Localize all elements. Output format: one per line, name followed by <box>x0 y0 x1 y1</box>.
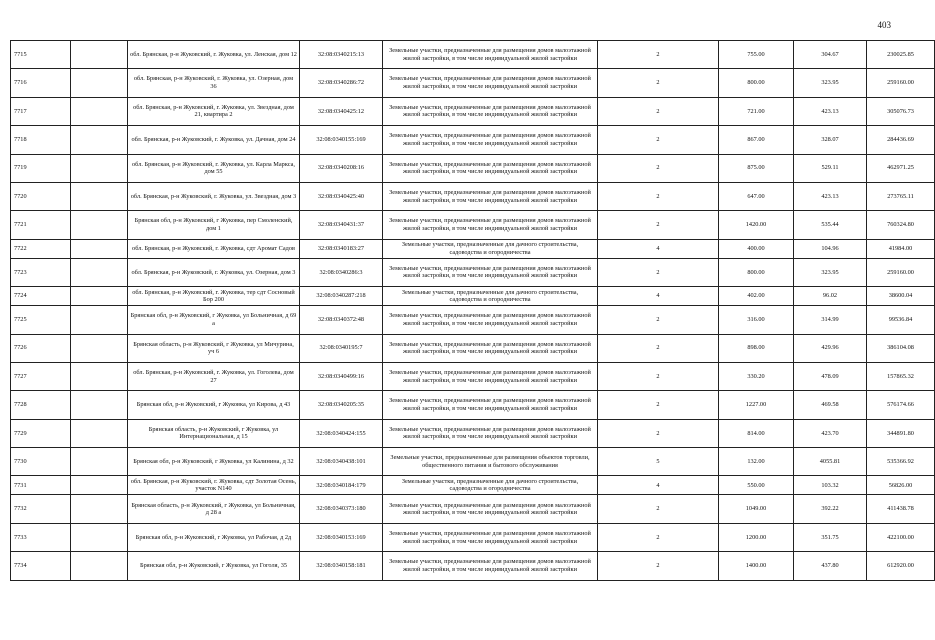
land-use-cell: Земельные участки, предназначенные для размещения домов малоэтажной жилой застройки, в том числе индивидуальной жилой застройки <box>383 334 598 362</box>
area-cell: 1420.00 <box>719 211 794 239</box>
empty-cell <box>71 182 128 210</box>
empty-cell <box>71 154 128 182</box>
empty-cell <box>71 211 128 239</box>
area-cell: 1227.00 <box>719 391 794 419</box>
table-row <box>11 448 935 476</box>
cadastral-number-cell: 32:08:0340372:48 <box>300 306 383 334</box>
specific-value-cell: 304.67 <box>794 41 867 69</box>
page-number: 403 <box>877 20 891 30</box>
use-group-cell: 2 <box>598 41 719 69</box>
cadastral-number-cell: 32:08:0340158:181 <box>300 552 383 580</box>
area-cell: 647.00 <box>719 182 794 210</box>
row-number-cell: 7720 <box>11 182 71 210</box>
empty-cell <box>71 495 128 523</box>
cadastral-value-cell: 462971.25 <box>867 154 935 182</box>
table-row <box>11 334 935 362</box>
use-group-cell: 2 <box>598 154 719 182</box>
empty-cell <box>71 334 128 362</box>
use-group-cell: 4 <box>598 239 719 258</box>
area-cell: 1049.00 <box>719 495 794 523</box>
address-cell: обл. Брянская, р-н Жуковский, г. Жуковка, ул. Карла Маркса, дом 55 <box>128 154 300 182</box>
land-use-cell: Земельные участки, предназначенные для размещения домов малоэтажной жилой застройки, в том числе индивидуальной жилой застройки <box>383 126 598 154</box>
address-cell: Брянская обл, р-н Жуковский, г Жуковка, пер Смоленский, дом 1 <box>128 211 300 239</box>
land-use-cell: Земельные участки, предназначенные для размещения объектов торговли, общественного питания и бытового обслуживания <box>383 448 598 476</box>
cadastral-number-cell: 32:08:0340208:16 <box>300 154 383 182</box>
use-group-cell: 2 <box>598 126 719 154</box>
land-use-cell: Земельные участки, предназначенные для дачного строительства, садоводства и огородничества <box>383 476 598 495</box>
empty-cell <box>71 476 128 495</box>
table-row <box>11 182 935 210</box>
area-cell: 800.00 <box>719 69 794 97</box>
specific-value-cell: 103.32 <box>794 476 867 495</box>
specific-value-cell: 323.95 <box>794 258 867 286</box>
cadastral-number-cell: 32:08:0340195:7 <box>300 334 383 362</box>
area-cell: 330.20 <box>719 362 794 390</box>
use-group-cell: 2 <box>598 419 719 447</box>
area-cell: 867.00 <box>719 126 794 154</box>
table-row <box>11 287 935 306</box>
cadastral-number-cell: 32:08:0340155:169 <box>300 126 383 154</box>
land-use-cell: Земельные участки, предназначенные для размещения домов малоэтажной жилой застройки, в том числе индивидуальной жилой застройки <box>383 306 598 334</box>
cadastral-value-cell: 56826.00 <box>867 476 935 495</box>
area-cell: 755.00 <box>719 41 794 69</box>
empty-cell <box>71 306 128 334</box>
specific-value-cell: 429.96 <box>794 334 867 362</box>
use-group-cell: 2 <box>598 97 719 125</box>
row-number-cell: 7724 <box>11 287 71 306</box>
land-use-cell: Земельные участки, предназначенные для размещения домов малоэтажной жилой застройки, в том числе индивидуальной жилой застройки <box>383 211 598 239</box>
table-body <box>11 41 935 581</box>
land-use-cell: Земельные участки, предназначенные для размещения домов малоэтажной жилой застройки, в том числе индивидуальной жилой застройки <box>383 419 598 447</box>
table-row <box>11 258 935 286</box>
table-row <box>11 41 935 69</box>
cadastral-value-cell: 99536.84 <box>867 306 935 334</box>
row-number-cell: 7728 <box>11 391 71 419</box>
address-cell: Брянская обл, р-н Жуковский, г Жуковка, ул Больничная, д 69 а <box>128 306 300 334</box>
cadastral-number-cell: 32:08:0340424:155 <box>300 419 383 447</box>
address-cell: обл. Брянская, р-н Жуковский, г. Жуковка, ул. Дачная, дом 24 <box>128 126 300 154</box>
cadastral-value-cell: 273765.11 <box>867 182 935 210</box>
cadastral-value-cell: 422100.00 <box>867 523 935 551</box>
row-number-cell: 7721 <box>11 211 71 239</box>
use-group-cell: 4 <box>598 476 719 495</box>
specific-value-cell: 328.07 <box>794 126 867 154</box>
address-cell: обл. Брянская, р-н Жуковский, г. Жуковка, сдт Золотая Осень, участок N140 <box>128 476 300 495</box>
specific-value-cell: 469.58 <box>794 391 867 419</box>
area-cell: 550.00 <box>719 476 794 495</box>
address-cell: Брянская область, р-н Жуковский, г Жуковка, ул Больничная, д 28 а <box>128 495 300 523</box>
row-number-cell: 7718 <box>11 126 71 154</box>
empty-cell <box>71 258 128 286</box>
specific-value-cell: 535.44 <box>794 211 867 239</box>
row-number-cell: 7727 <box>11 362 71 390</box>
specific-value-cell: 4055.81 <box>794 448 867 476</box>
table-row <box>11 69 935 97</box>
specific-value-cell: 478.09 <box>794 362 867 390</box>
cadastral-value-cell: 576174.66 <box>867 391 935 419</box>
cadastral-number-cell: 32:08:0340287:218 <box>300 287 383 306</box>
table-row <box>11 419 935 447</box>
land-use-cell: Земельные участки, предназначенные для размещения домов малоэтажной жилой застройки, в том числе индивидуальной жилой застройки <box>383 154 598 182</box>
empty-cell <box>71 523 128 551</box>
use-group-cell: 2 <box>598 495 719 523</box>
land-use-cell: Земельные участки, предназначенные для размещения домов малоэтажной жилой застройки, в том числе индивидуальной жилой застройки <box>383 69 598 97</box>
row-number-cell: 7722 <box>11 239 71 258</box>
specific-value-cell: 423.70 <box>794 419 867 447</box>
address-cell: обл. Брянская, р-н Жуковский, г. Жуковка, сдт Аромат Садов <box>128 239 300 258</box>
cadastral-number-cell: 32:08:0340425:12 <box>300 97 383 125</box>
cadastral-value-cell: 230025.85 <box>867 41 935 69</box>
use-group-cell: 4 <box>598 287 719 306</box>
cadastral-value-cell: 612920.00 <box>867 552 935 580</box>
specific-value-cell: 104.96 <box>794 239 867 258</box>
use-group-cell: 2 <box>598 523 719 551</box>
specific-value-cell: 351.75 <box>794 523 867 551</box>
empty-cell <box>71 239 128 258</box>
table-row <box>11 126 935 154</box>
area-cell: 721.00 <box>719 97 794 125</box>
use-group-cell: 2 <box>598 391 719 419</box>
empty-cell <box>71 97 128 125</box>
use-group-cell: 5 <box>598 448 719 476</box>
address-cell: обл. Брянская, р-н Жуковский, г. Жуковка, ул. Звездная, дом 3 <box>128 182 300 210</box>
cadastral-number-cell: 32:08:0340286:3 <box>300 258 383 286</box>
row-number-cell: 7726 <box>11 334 71 362</box>
land-use-cell: Земельные участки, предназначенные для размещения домов малоэтажной жилой застройки, в том числе индивидуальной жилой застройки <box>383 523 598 551</box>
cadastral-value-cell: 259160.00 <box>867 258 935 286</box>
cadastral-value-cell: 157865.32 <box>867 362 935 390</box>
area-cell: 814.00 <box>719 419 794 447</box>
row-number-cell: 7725 <box>11 306 71 334</box>
land-use-cell: Земельные участки, предназначенные для размещения домов малоэтажной жилой застройки, в том числе индивидуальной жилой застройки <box>383 391 598 419</box>
land-use-cell: Земельные участки, предназначенные для размещения домов малоэтажной жилой застройки, в том числе индивидуальной жилой застройки <box>383 552 598 580</box>
address-cell: обл. Брянская, р-н Жуковский, г. Жуковка, ул. Гоголева, дом 27 <box>128 362 300 390</box>
cadastral-number-cell: 32:08:0340499:16 <box>300 362 383 390</box>
row-number-cell: 7723 <box>11 258 71 286</box>
land-registry-table <box>10 40 935 581</box>
row-number-cell: 7717 <box>11 97 71 125</box>
area-cell: 132.00 <box>719 448 794 476</box>
row-number-cell: 7733 <box>11 523 71 551</box>
address-cell: Брянская обл, р-н Жуковский, г Жуковка, ул Калинина, д 32 <box>128 448 300 476</box>
cadastral-number-cell: 32:08:0340425:40 <box>300 182 383 210</box>
cadastral-number-cell: 32:08:0340184:179 <box>300 476 383 495</box>
address-cell: Брянская обл, р-н Жуковский, г Жуковка, ул Гоголя, 35 <box>128 552 300 580</box>
table-row <box>11 476 935 495</box>
cadastral-number-cell: 32:08:0340438:101 <box>300 448 383 476</box>
row-number-cell: 7729 <box>11 419 71 447</box>
use-group-cell: 2 <box>598 258 719 286</box>
land-use-cell: Земельные участки, предназначенные для размещения домов малоэтажной жилой застройки, в том числе индивидуальной жилой застройки <box>383 362 598 390</box>
cadastral-number-cell: 32:08:0340153:169 <box>300 523 383 551</box>
area-cell: 875.00 <box>719 154 794 182</box>
cadastral-value-cell: 386104.08 <box>867 334 935 362</box>
use-group-cell: 2 <box>598 552 719 580</box>
use-group-cell: 2 <box>598 211 719 239</box>
empty-cell <box>71 126 128 154</box>
address-cell: обл. Брянская, р-н Жуковский, г. Жуковка, ул. Озерная, дом 3 <box>128 258 300 286</box>
cadastral-value-cell: 259160.00 <box>867 69 935 97</box>
table-row <box>11 154 935 182</box>
land-use-cell: Земельные участки, предназначенные для размещения домов малоэтажной жилой застройки, в том числе индивидуальной жилой застройки <box>383 495 598 523</box>
area-cell: 316.00 <box>719 306 794 334</box>
cadastral-number-cell: 32:08:0340431:37 <box>300 211 383 239</box>
area-cell: 400.00 <box>719 239 794 258</box>
specific-value-cell: 423.13 <box>794 182 867 210</box>
cadastral-number-cell: 32:08:0340215:13 <box>300 41 383 69</box>
cadastral-number-cell: 32:08:0340286:72 <box>300 69 383 97</box>
specific-value-cell: 323.95 <box>794 69 867 97</box>
cadastral-number-cell: 32:08:0340373:180 <box>300 495 383 523</box>
use-group-cell: 2 <box>598 362 719 390</box>
row-number-cell: 7715 <box>11 41 71 69</box>
specific-value-cell: 96.02 <box>794 287 867 306</box>
cadastral-number-cell: 32:08:0340205:35 <box>300 391 383 419</box>
cadastral-value-cell: 760324.80 <box>867 211 935 239</box>
empty-cell <box>71 362 128 390</box>
table-row <box>11 362 935 390</box>
cadastral-value-cell: 305076.73 <box>867 97 935 125</box>
empty-cell <box>71 419 128 447</box>
address-cell: Брянская область, р-н Жуковский, г Жуковка, ул Интернациональная, д 15 <box>128 419 300 447</box>
cadastral-value-cell: 535366.92 <box>867 448 935 476</box>
land-use-cell: Земельные участки, предназначенные для размещения домов малоэтажной жилой застройки, в том числе индивидуальной жилой застройки <box>383 97 598 125</box>
address-cell: обл. Брянская, р-н Жуковский, г. Жуковка, тер сдт Сосновый Бор 200 <box>128 287 300 306</box>
empty-cell <box>71 552 128 580</box>
table-row <box>11 97 935 125</box>
row-number-cell: 7732 <box>11 495 71 523</box>
address-cell: Брянская обл, р-н Жуковский, г Жуковка, ул Рабочая, д 2д <box>128 523 300 551</box>
cadastral-value-cell: 284436.69 <box>867 126 935 154</box>
land-use-cell: Земельные участки, предназначенные для размещения домов малоэтажной жилой застройки, в том числе индивидуальной жилой застройки <box>383 258 598 286</box>
table-row <box>11 495 935 523</box>
cadastral-value-cell: 41984.00 <box>867 239 935 258</box>
row-number-cell: 7734 <box>11 552 71 580</box>
land-use-cell: Земельные участки, предназначенные для размещения домов малоэтажной жилой застройки, в том числе индивидуальной жилой застройки <box>383 182 598 210</box>
table-row <box>11 306 935 334</box>
row-number-cell: 7719 <box>11 154 71 182</box>
specific-value-cell: 392.22 <box>794 495 867 523</box>
land-use-cell: Земельные участки, предназначенные для дачного строительства, садоводства и огородничества <box>383 287 598 306</box>
specific-value-cell: 529.11 <box>794 154 867 182</box>
cadastral-value-cell: 344891.80 <box>867 419 935 447</box>
cadastral-number-cell: 32:08:0340183:27 <box>300 239 383 258</box>
address-cell: обл. Брянская, р-н Жуковский, г. Жуковка, ул. Ленская, дом 12 <box>128 41 300 69</box>
row-number-cell: 7716 <box>11 69 71 97</box>
area-cell: 1200.00 <box>719 523 794 551</box>
address-cell: Брянская обл, р-н Жуковский, г Жуковка, ул Кирова, д 43 <box>128 391 300 419</box>
table-row <box>11 239 935 258</box>
area-cell: 800.00 <box>719 258 794 286</box>
specific-value-cell: 437.80 <box>794 552 867 580</box>
table-row <box>11 211 935 239</box>
table-row <box>11 391 935 419</box>
use-group-cell: 2 <box>598 182 719 210</box>
empty-cell <box>71 41 128 69</box>
land-use-cell: Земельные участки, предназначенные для дачного строительства, садоводства и огородничества <box>383 239 598 258</box>
use-group-cell: 2 <box>598 306 719 334</box>
land-use-cell: Земельные участки, предназначенные для размещения домов малоэтажной жилой застройки, в том числе индивидуальной жилой застройки <box>383 41 598 69</box>
empty-cell <box>71 391 128 419</box>
use-group-cell: 2 <box>598 334 719 362</box>
address-cell: Брянская область, р-н Жуковский, г Жуковка, ул Мичурина, уч 6 <box>128 334 300 362</box>
table-row <box>11 523 935 551</box>
specific-value-cell: 314.99 <box>794 306 867 334</box>
area-cell: 402.00 <box>719 287 794 306</box>
address-cell: обл. Брянская, р-н Жуковский, г. Жуковка, ул. Озерная, дом 36 <box>128 69 300 97</box>
cadastral-value-cell: 411438.78 <box>867 495 935 523</box>
cadastral-value-cell: 38600.04 <box>867 287 935 306</box>
empty-cell <box>71 448 128 476</box>
address-cell: обл. Брянская, р-н Жуковский, г. Жуковка, ул. Звездная, дом 21, квартира 2 <box>128 97 300 125</box>
specific-value-cell: 423.13 <box>794 97 867 125</box>
empty-cell <box>71 287 128 306</box>
use-group-cell: 2 <box>598 69 719 97</box>
table-row <box>11 552 935 580</box>
empty-cell <box>71 69 128 97</box>
area-cell: 1400.00 <box>719 552 794 580</box>
row-number-cell: 7731 <box>11 476 71 495</box>
area-cell: 898.00 <box>719 334 794 362</box>
row-number-cell: 7730 <box>11 448 71 476</box>
